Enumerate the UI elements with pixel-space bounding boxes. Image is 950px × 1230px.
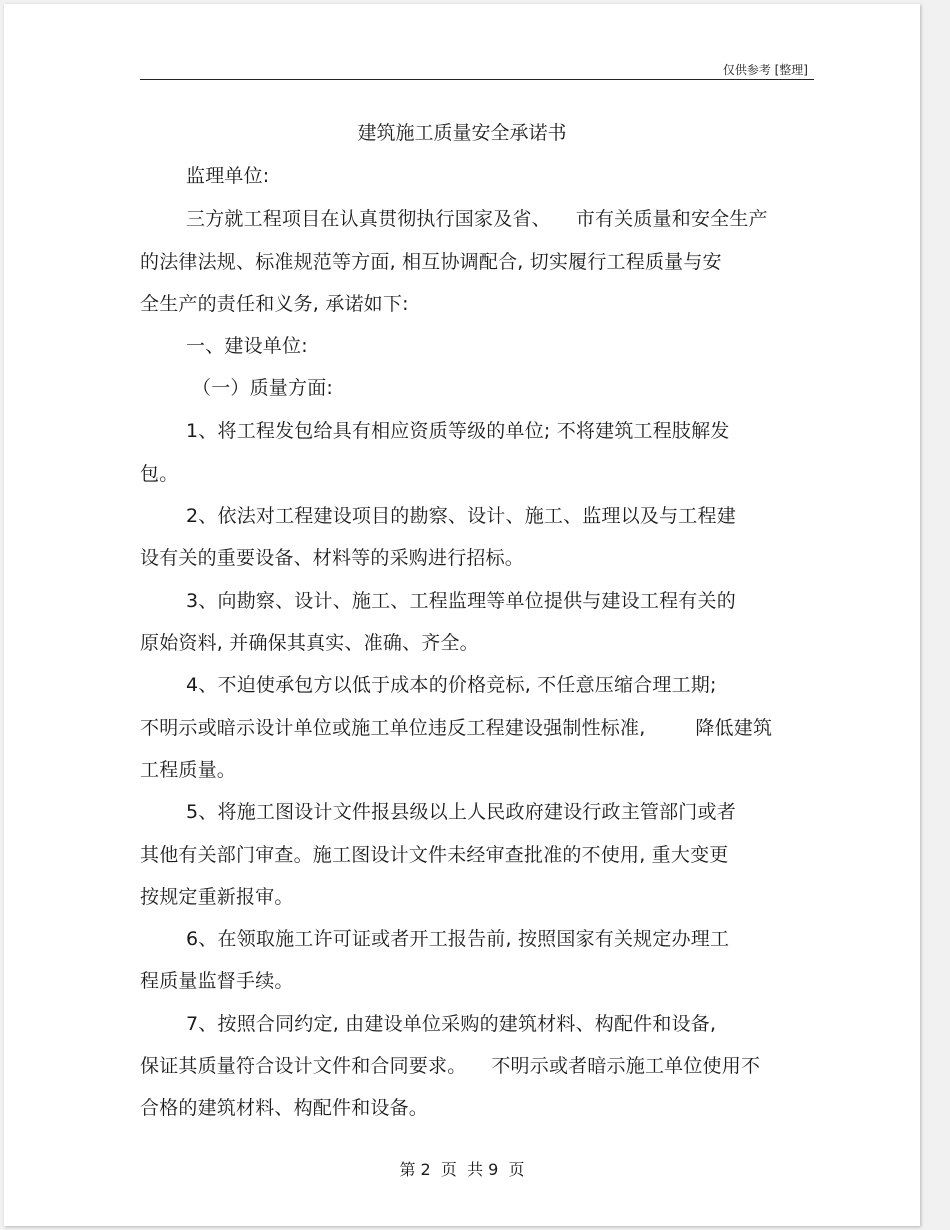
paragraph-line: 监理单位:: [186, 165, 270, 187]
paragraph-line: 合格的建筑材料、构配件和设备。: [140, 1097, 429, 1119]
paragraph-line: 工程质量。: [140, 759, 237, 781]
paragraph-line: 6、在领取施工许可证或者开工报告前, 按照国家有关规定办理工: [186, 928, 730, 950]
paragraph-line: 4、不迫使承包方以低于成本的价格竞标, 不任意压缩合理工期;: [186, 674, 717, 696]
paragraph-line: 程质量监督手续。: [140, 970, 294, 992]
document-title: 建筑施工质量安全承诺书: [357, 122, 567, 144]
paragraph-line: 3、向勘察、设计、施工、工程监理等单位提供与建设工程有关的: [186, 590, 736, 612]
paragraph-line: 保证其质量符合设计文件和合同要求。 不明示或者暗示施工单位使用不: [140, 1055, 761, 1077]
header-note: 仅供参考 [整理]: [722, 63, 808, 77]
paragraph-line: 设有关的重要设备、材料等的采购进行招标。: [140, 547, 525, 569]
page-number-footer: 第 2 页 共 9 页: [399, 1160, 525, 1179]
paragraph-line: 不明示或暗示设计单位或施工单位违反工程建设强制性标准, 降低建筑: [140, 717, 773, 739]
document-page: [4, 4, 920, 1226]
paragraph-line: 其他有关部门审查。施工图设计文件未经审查批准的不使用, 重大变更: [140, 844, 729, 866]
header-divider: [140, 79, 814, 80]
paragraph-line: 按规定重新报审。: [140, 886, 294, 908]
paragraph-line: 三方就工程项目在认真贯彻执行国家及省、 市有关质量和安全生产: [186, 208, 768, 230]
paragraph-line: 包。: [140, 463, 179, 485]
paragraph-line: 2、依法对工程建设项目的勘察、设计、施工、监理以及与工程建: [186, 505, 736, 527]
paragraph-line: 1、将工程发包给具有相应资质等级的单位; 不将建筑工程肢解发: [186, 420, 730, 442]
paragraph-line: 7、按照合同约定, 由建设单位采购的建筑材料、构配件和设备,: [186, 1013, 717, 1035]
paragraph-line: 5、将施工图设计文件报县级以上人民政府建设行政主管部门或者: [186, 801, 736, 823]
paragraph-line: 原始资料, 并确保其真实、准确、齐全。: [140, 632, 479, 654]
subsection-heading: （一）质量方面:: [192, 377, 334, 399]
paragraph-line: 全生产的责任和义务, 承诺如下:: [140, 293, 409, 315]
paragraph-line: 的法律法规、标准规范等方面, 相互协调配合, 切实履行工程质量与安: [140, 251, 722, 273]
section-heading: 一、建设单位:: [186, 335, 308, 357]
